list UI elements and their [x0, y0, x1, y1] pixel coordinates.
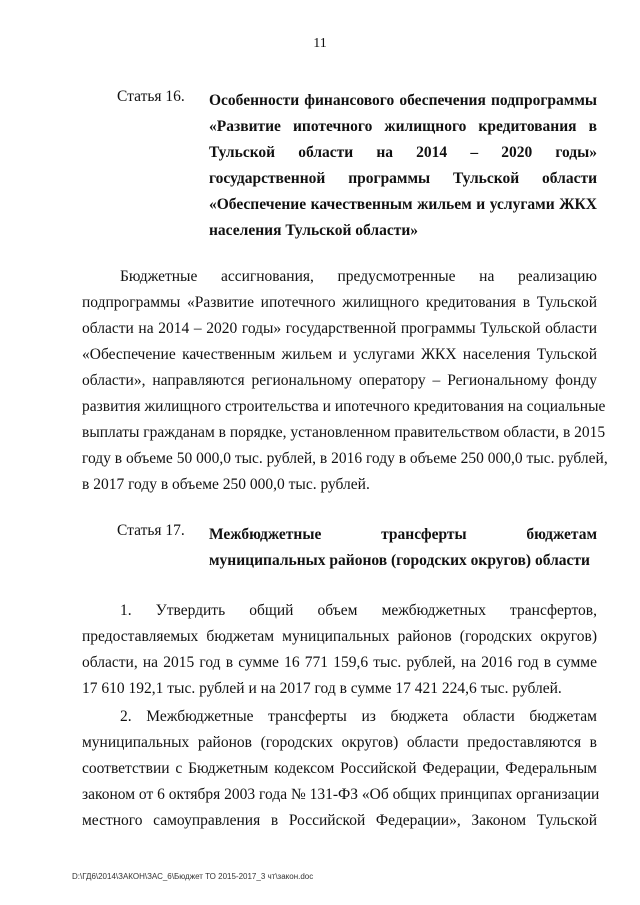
body-line: законом от 6 октября 2003 года № 131-ФЗ «Об общих принципах организации: [82, 786, 600, 803]
body-line: муниципальных районов (городских округов) области предоставляются в: [82, 734, 597, 751]
title-line: Особенности финансового обеспечения подпрограммы: [209, 92, 597, 109]
body-line: подпрограммы «Развитие ипотечного жилищного кредитования в Тульской: [82, 294, 597, 311]
body-line: 17 610 192,1 тыс. рублей и на 2017 год в сумме 17 421 224,6 тыс. рублей.: [82, 680, 562, 697]
body-line: выплаты гражданам в порядке, установленном правительством области, в 2015: [82, 424, 606, 441]
title-line: муниципальных районов (городских округов) области: [209, 552, 590, 569]
title-line: «Развитие ипотечного жилищного кредитования в: [209, 118, 597, 135]
title-line: Межбюджетные трансферты бюджетам: [209, 526, 597, 543]
body-line: Бюджетные ассигнования, предусмотренные на реализацию: [120, 268, 597, 285]
title-line: государственной программы Тульской области: [209, 170, 597, 187]
title-line: Тульской области на 2014 – 2020 годы»: [209, 144, 597, 161]
title-line: «Обеспечение качественным жильем и услугами ЖКХ: [209, 196, 597, 213]
body-line: развития жилищного строительства и ипотечного кредитования на социальные: [82, 398, 606, 415]
article-17-label: Статья 17.: [117, 522, 185, 539]
page-number: 11: [313, 36, 327, 51]
article-16-label: Статья 16.: [117, 88, 185, 105]
article-16-title: [209, 88, 597, 244]
article-17-item-1: [82, 598, 597, 702]
body-line: соответствии с Бюджетным кодексом Российской Федерации, Федеральным: [82, 760, 597, 777]
body-line: местного самоуправления в Российской Федерации», Законом Тульской: [82, 812, 597, 829]
body-line: 2. Межбюджетные трансферты из бюджета области бюджетам: [120, 708, 597, 725]
body-line: области, на 2015 год в сумме 16 771 159,6 тыс. рублей, на 2016 год в сумме: [82, 654, 597, 671]
body-line: области», направляются региональному оператору – Региональному фонду: [82, 372, 597, 389]
file-path-footer: D:\ГД6\2014\ЗАКОН\ЗАС_6\Бюджет ТО 2015-2017_3 чт\закон.doc: [72, 872, 314, 881]
body-line: 1. Утвердить общий объем межбюджетных трансфертов,: [120, 602, 597, 619]
article-17-title: [209, 522, 597, 574]
article-17-item-2: [82, 704, 600, 834]
body-line: в 2017 году в объеме 250 000,0 тыс. рублей.: [82, 476, 370, 493]
title-line: населения Тульской области»: [209, 222, 419, 239]
body-line: области на 2014 – 2020 годы» государственной программы Тульской области: [82, 320, 597, 337]
body-line: году в объеме 50 000,0 тыс. рублей, в 2016 году в объеме 250 000,0 тыс. рублей,: [82, 450, 608, 467]
article-16-body: [82, 264, 608, 498]
body-line: «Обеспечение качественным жильем и услугами ЖКХ населения Тульской: [82, 346, 597, 363]
body-line: предоставляемых бюджетам муниципальных районов (городских округов): [82, 628, 597, 645]
